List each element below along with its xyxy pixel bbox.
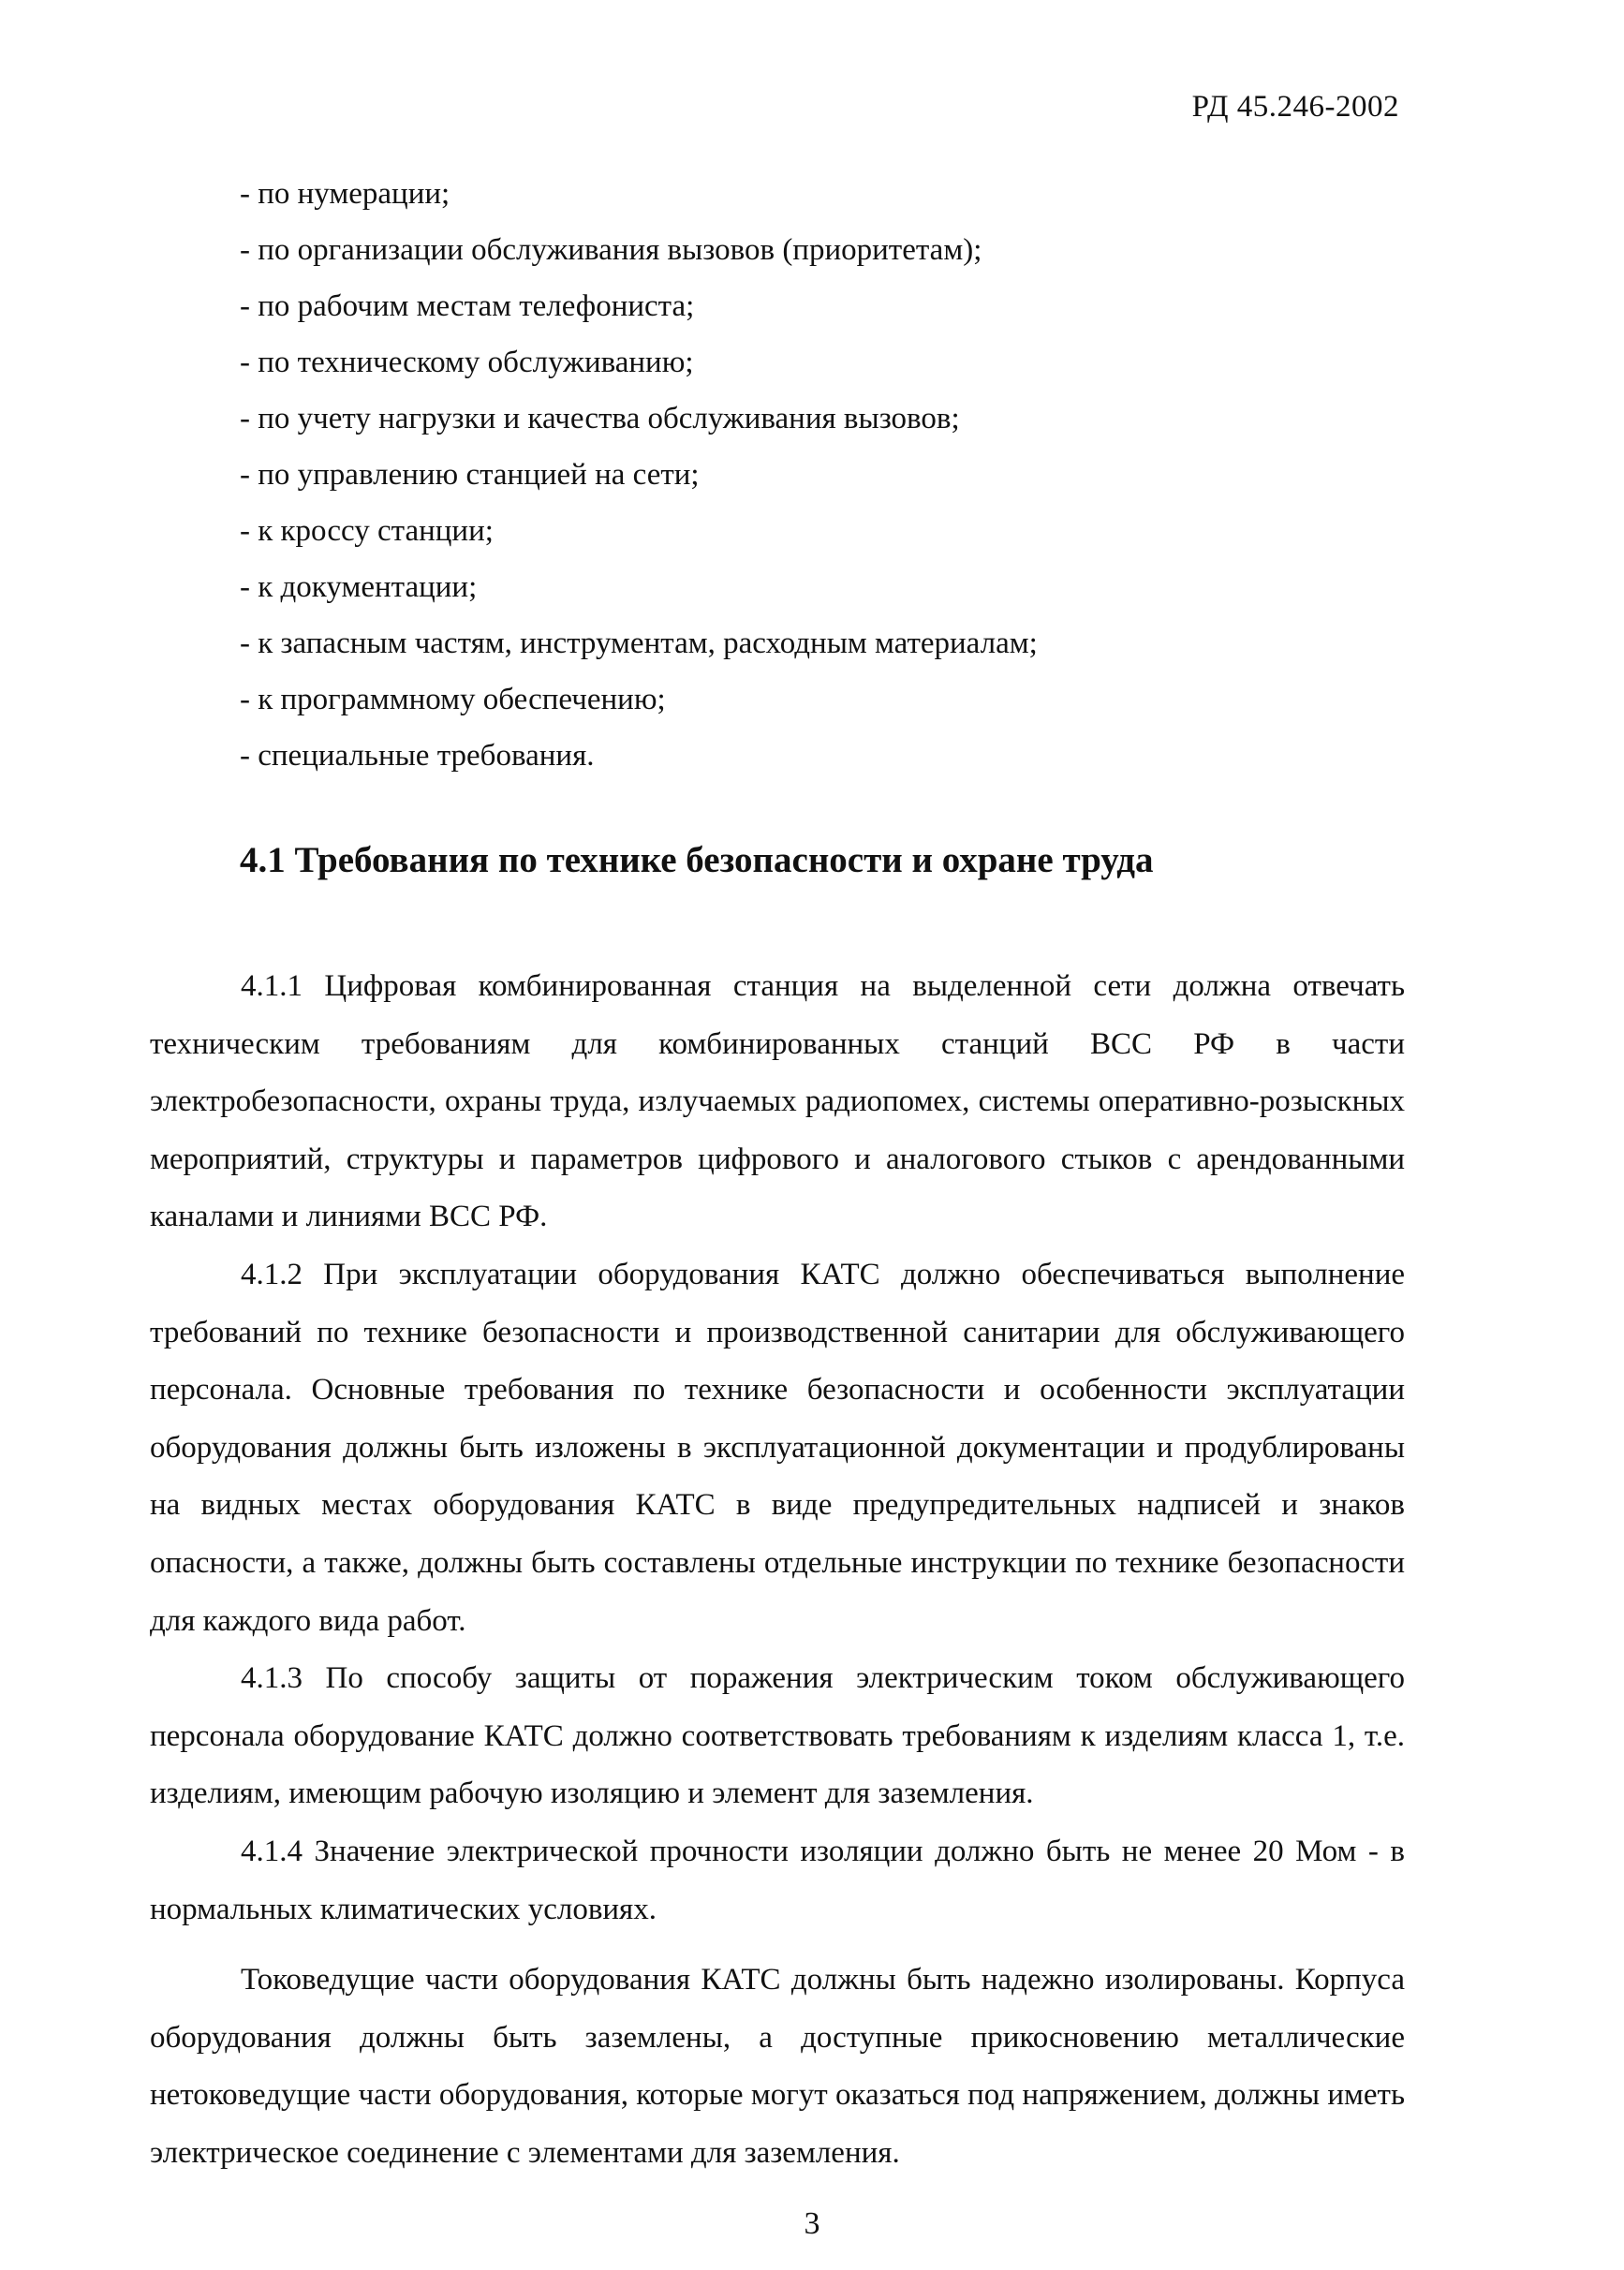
- paragraph-4-1-2: 4.1.2 При эксплуатации оборудования КАТС должно обеспечиваться выполнение требований по технике безопасности и производственной санитарии для обслуживающего персонала. Основные требования по технике безопасности и особенности эксплуатации оборудования должны быть изложены в эксплуатационной документации и продублированы на видных местах оборудования КАТС в виде предупредительных надписей и знаков опасности, а также, должны быть составлены отдельные инструкции по технике безопасности для каждого вида работ.: [150, 1257, 1405, 1638]
- page-number: 3: [804, 2206, 820, 2241]
- requirements-list: [240, 166, 1457, 784]
- list-item: - специальные требования.: [240, 739, 595, 773]
- paragraph-4-1-3: 4.1.3 По способу защиты от поражения электрическим током обслуживающего персонала оборудование КАТС должно соответствовать требованиям к изделиям класса 1, т.е. изделиям, имеющим рабочую изоляцию и элемент для заземления.: [150, 1661, 1405, 1811]
- paragraph-4-1-1: 4.1.1 Цифровая комбинированная станция на выделенной сети должна отвечать техническим требованиям для комбинированных станций ВСС РФ в части электробезопасности, охраны труда, излучаемых радиопомех, системы оперативно-розыскных мероприятий, структуры и параметров цифрового и аналогового стыков с арендованными каналами и линиями ВСС РФ.: [150, 969, 1405, 1234]
- paragraph-insulation: Токоведущие части оборудования КАТС должны быть надежно изолированы. Корпуса оборудования должны быть заземлены, а доступные прикосновению металлические нетоковедущие части оборудования, которые могут оказаться под напряжением, должны иметь электрическое соединение с элементами для заземления.: [150, 1963, 1405, 2170]
- list-item: - по нумерации;: [240, 177, 450, 211]
- section-title: 4.1 Требования по технике безопасности и охране труда: [240, 840, 1154, 880]
- section-body: [150, 958, 1405, 2182]
- paragraph-4-1-4: 4.1.4 Значение электрической прочности изоляции должно быть не менее 20 Мом - в нормальных климатических условиях.: [150, 1834, 1405, 1926]
- list-item: - к кроссу станции;: [240, 514, 494, 548]
- list-item: - к документации;: [240, 570, 478, 604]
- list-item: - по учету нагрузки и качества обслуживания вызовов;: [240, 402, 960, 435]
- list-item: - по управлению станцией на сети;: [240, 458, 700, 492]
- list-item: - по организации обслуживания вызовов (приоритетам);: [240, 233, 982, 267]
- list-item: - по техническому обслуживанию;: [240, 346, 694, 379]
- list-item: - к программному обеспечению;: [240, 683, 666, 716]
- list-item: - к запасным частям, инструментам, расходным материалам;: [240, 626, 1038, 660]
- document-code: РД 45.246-2002: [1191, 90, 1399, 124]
- list-item: - по рабочим местам телефониста;: [240, 289, 695, 323]
